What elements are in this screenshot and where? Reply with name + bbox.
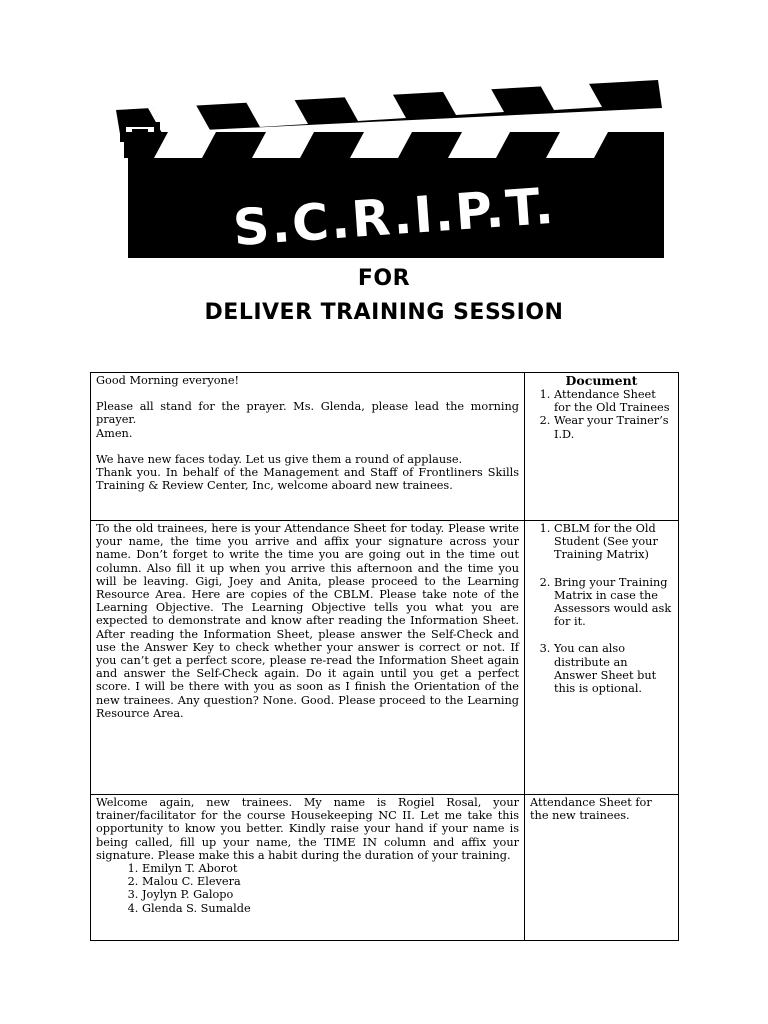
table-row [91, 373, 679, 521]
list-item: 1. Emilyn T. Aborot [142, 862, 519, 875]
page-title: DELIVER TRAINING SESSION [204, 300, 564, 325]
prayer-text: Please all stand for the prayer. Ms. Glenda, please lead the morning prayer. [96, 400, 519, 427]
document-cell [525, 373, 679, 521]
clapperboard-logo [110, 74, 670, 262]
list-item: 4. Glenda S. Sumalde [142, 902, 519, 915]
list-item: 1. CBLM for the Old Student (See your Training Matrix) [554, 522, 673, 562]
new-trainees-text: Welcome again, new trainees. My name is Rogiel Rosal, your trainer/facilitator for the course Housekeeping NC II. Let me take this opportunity to know you better. Kindly raise your hand if your name is being called, fill up your name, the TIME IN column and affix your signature. Please make this a habit during the duration of your training. [96, 796, 519, 862]
document-cell [525, 521, 679, 795]
for-heading: FOR [357, 266, 411, 291]
greeting-text: Good Morning everyone! [96, 374, 240, 387]
document-text: Attendance Sheet for the new trainees. [530, 796, 652, 823]
list-item: 3. Joylyn P. Galopo [142, 888, 519, 901]
document-header: Document [565, 373, 638, 388]
logo-text: S.C.R.I.P.T. [231, 176, 558, 258]
document-list [530, 522, 673, 695]
document-list [530, 388, 673, 441]
list-item: 2. Bring your Training Matrix in case the Assessors would ask for it. [554, 576, 673, 629]
table-row [91, 795, 679, 941]
table-row [91, 521, 679, 795]
applause-text: We have new faces today. Let us give them a round of applause. [96, 452, 463, 466]
list-item: 1. Attendance Sheet for the Old Trainees [554, 388, 673, 414]
document-cell [525, 795, 679, 941]
script-cell [91, 795, 525, 941]
amen-text: Amen. [96, 426, 133, 440]
list-item: 2. Wear your Trainer’s I.D. [554, 414, 673, 440]
list-item: 2. Malou C. Elevera [142, 875, 519, 888]
trainee-name-list [96, 862, 519, 915]
script-cell [91, 373, 525, 521]
script-table [90, 372, 679, 941]
list-item: 3. You can also distribute an Answer Sheet but this is optional. [554, 642, 673, 695]
welcome-text: Thank you. In behalf of the Management and Staff of Frontliners Skills Training & Review Center, Inc, welcome aboard new trainees. [96, 466, 519, 493]
old-trainees-text: To the old trainees, here is your Attendance Sheet for today. Please write your name, the time you arrive and affix your signature across your name. Don’t forget to write the time you are going out in the time out column. Also fill it up when you arrive this afternoon and the time you will be leaving. Gigi, Joey and Anita, please proceed to the Learning Resource Area. Here are copies of the CBLM. Please take note of the Learning Objective. The Learning Objective tells you what you are expected to demonstrate and know after reading the Information Sheet. After reading the Information Sheet, please answer the Self-Check and use the Answer Key to check whether your answer is correct or not. If you can’t get a perfect score, please re-read the Information Sheet again and answer the Self-Check again. Do it again until you get a perfect score. I will be there with you as soon as I finish the Orientation of the new trainees. Any question? None. Good. Please proceed to the Learning Resource Area. [96, 522, 519, 720]
script-cell [91, 521, 525, 795]
